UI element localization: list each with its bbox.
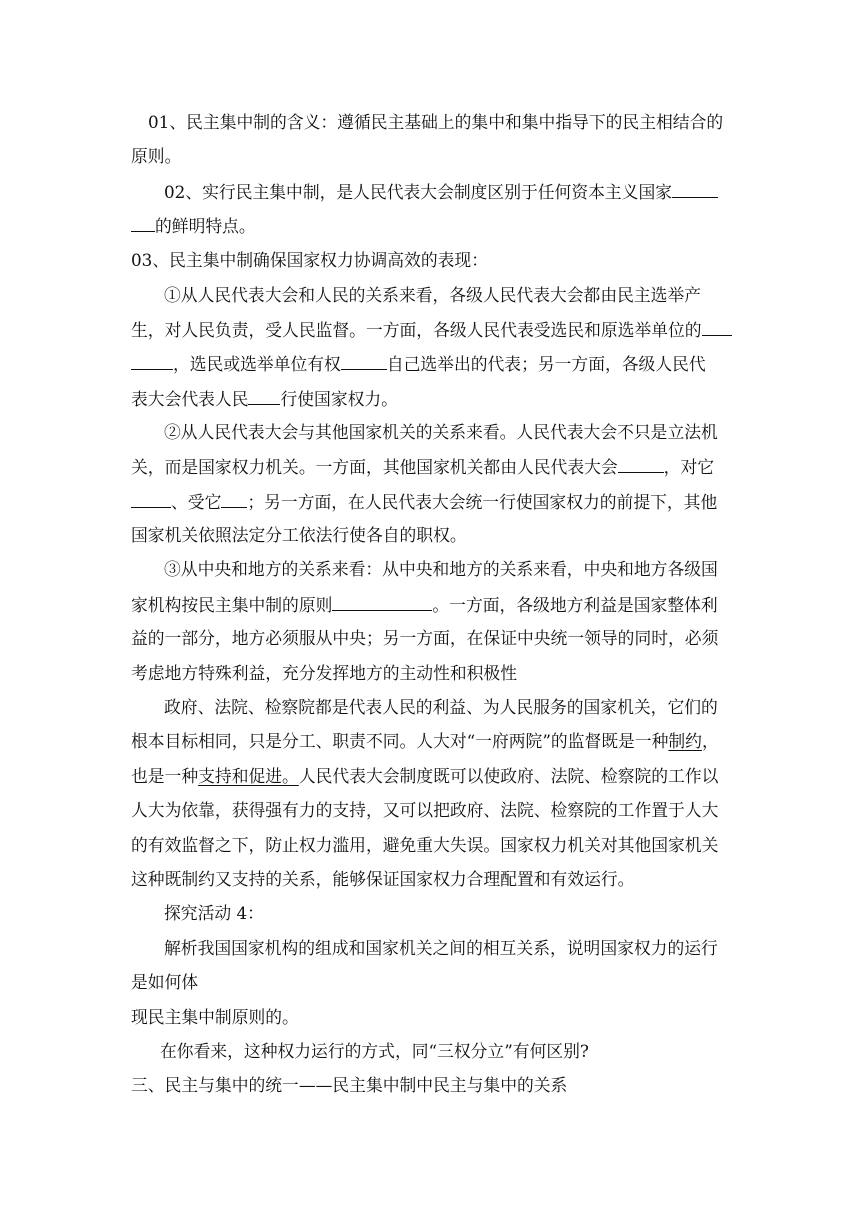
fill-blank[interactable] xyxy=(341,352,387,370)
point-1-line3: ，选民或选举单位有权 自己选举出的代表；另一方面，各级人民代 xyxy=(131,352,706,375)
para-gov-line6: 这种既制约又支持的关系，能够保证国家权力合理配置和有效运行。 xyxy=(131,869,635,889)
fill-blank[interactable] xyxy=(332,593,432,611)
activity-line1: 解析我国国家机构的组成和国家机关之间的相互关系，说明国家权力的运行 xyxy=(164,938,718,958)
activity-line2: 是如何体 xyxy=(131,972,199,992)
fill-blank[interactable] xyxy=(618,455,664,473)
fill-blank[interactable] xyxy=(131,490,171,508)
item-03-heading: 03、民主集中制确保国家权力协调高效的表现： xyxy=(131,250,488,270)
activity-heading: 探究活动 4： xyxy=(164,903,264,923)
para-gov-line4: 人大为依靠，获得强有力的支持，又可以把政府、法院、检察院的工作置于人大 xyxy=(131,800,719,820)
item-01-line2: 原则。 xyxy=(131,146,182,166)
para-gov-line1: 政府、法院、检察院都是代表人民的利益、为人民服务的国家机关，它们的 xyxy=(164,697,718,717)
point-1-line2: 生，对人民负责，受人民监督。一方面，各级人民代表受选民和原选举单位的 xyxy=(131,318,732,341)
point-3-line4: 考虑地方特殊利益，充分发挥地方的主动性和积极性 xyxy=(131,663,517,683)
fill-blank[interactable] xyxy=(248,387,280,405)
fill-blank[interactable] xyxy=(131,352,173,370)
activity-line3: 现民主集中制原则的。 xyxy=(131,1007,299,1027)
fill-blank[interactable] xyxy=(131,214,155,232)
item-02-line2: 的鲜明特点。 xyxy=(131,214,256,237)
fill-blank[interactable] xyxy=(702,318,732,336)
item-02-line1: 02、实行民主集中制，是人民代表大会制度区别于任何资本主义国家 xyxy=(164,180,718,203)
point-2-line2: 关，而是国家权力机关。一方面，其他国家机关都由人民代表大会 ，对它 xyxy=(131,457,715,477)
point-2-line3: 、受它 ；另一方面，在人民代表大会统一行使国家权力的前提下，其他 xyxy=(131,490,717,513)
point-3-line2: 家机构按民主集中制的原则 。一方面，各级地方利益是国家整体利 xyxy=(131,595,718,615)
section-heading-3: 三、民主与集中的统一——民主集中制中民主与集中的关系 xyxy=(131,1075,568,1095)
point-2-line1: ②从人民代表大会与其他国家机关的关系来看。人民代表大会不只是立法机 xyxy=(164,422,718,442)
para-gov-line3: 也是一种支持和促进。人民代表大会制度既可以使政府、法院、检察院的工作以 xyxy=(131,766,719,786)
item-01-line1: 01、民主集中制的含义：遵循民主基础上的集中和集中指导下的民主相结合的 xyxy=(148,112,724,132)
point-1-line1: ①从人民代表大会和人民的关系来看，各级人民代表大会都由民主选举产 xyxy=(164,285,702,305)
para-gov-line5: 的有效监督之下，防止权力滥用，避免重大失误。国家权力机关对其他国家机关 xyxy=(131,835,719,855)
point-3-line1: ③从中央和地方的关系来看：从中央和地方的关系来看，中央和地方各级国 xyxy=(164,559,718,579)
para-gov-line2: 根本目标相同，只是分工、职责不同。人大对“一府两院”的监督既是一种制约， xyxy=(131,731,719,751)
point-2-line4: 国家机关依照法定分工依法行使各自的职权。 xyxy=(131,525,467,545)
fill-blank[interactable] xyxy=(672,180,718,198)
point-1-line4: 表大会代表人民 行使国家权力。 xyxy=(131,389,398,409)
activity-question: 在你看来，这种权力运行的方式，同“三权分立”有何区别? xyxy=(160,1041,589,1061)
point-3-line3: 益的一部分，地方必须服从中央；另一方面，在保证中央统一领导的同时，必须 xyxy=(131,628,719,648)
fill-blank[interactable] xyxy=(221,490,247,508)
